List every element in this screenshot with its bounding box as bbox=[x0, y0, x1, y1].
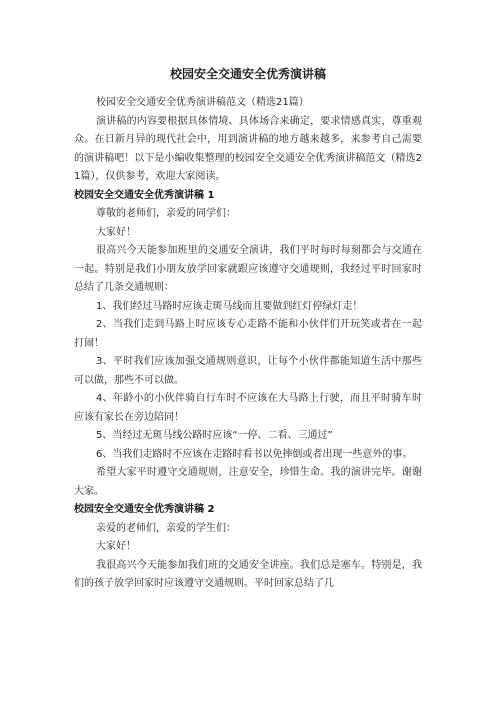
paragraph: 尊敬的老师们，亲爱的同学们： bbox=[96, 208, 236, 219]
document-title: 校园安全交通安全优秀演讲稿 bbox=[169, 67, 326, 81]
list-item: 5、当经过无斑马线公路时应该“一停、二看、三通过” bbox=[96, 430, 333, 441]
list-item: 3、平时我们应该加强交通规则意识，让每个小伙伴都能知道生活中那些可以做，那些不可以做。 bbox=[74, 356, 422, 386]
section-heading: 校园安全交通安全优秀演讲稿 2 bbox=[74, 504, 215, 515]
list-item: 6、当我们走路时不应该在走路时看书以免摔倒或者出现一些意外的事。 bbox=[96, 448, 413, 460]
paragraph: 我很高兴今天能参加我们班的交通安全讲座。我们总是塞车。特别是，我们的孩子放学回家时应该遵守交通规则。平时回家总结了几 bbox=[74, 559, 422, 589]
paragraph: 亲爱的老师们，亲爱的学生们： bbox=[96, 522, 236, 534]
paragraph: 大家好！ bbox=[96, 541, 136, 552]
document-page bbox=[74, 66, 422, 594]
paragraph: 校园安全交通安全优秀演讲稿范文（精选21篇） bbox=[96, 97, 309, 108]
paragraph: 演讲稿的内容要根据具体情境、具体场合来确定，要求情感真实，尊重观众。在日新月异的现代社会中，用到演讲稿的地方越来越多，来参考自己需要的演讲稿吧！以下是小编收集整理的校园安全交通安全优秀演讲稿范文（精选21篇），仅供参考，欢迎大家阅读。 bbox=[74, 115, 422, 182]
list-item: 4、年龄小的小伙伴骑自行车时不应该在大马路上行驶，而且平时骑车时应该有家长在旁边陪同！ bbox=[74, 393, 422, 423]
paragraph: 大家好！ bbox=[96, 226, 136, 238]
list-item: 1、我们经过马路时应该走斑马线而且要做到红灯停绿灯走！ bbox=[96, 300, 363, 312]
section-heading: 校园安全交通安全优秀演讲稿 1 bbox=[74, 189, 215, 201]
paragraph: 希望大家平时遵守交通规则，注意安全，珍惜生命。我的演讲完毕。谢谢大家。 bbox=[74, 467, 422, 497]
document-body bbox=[74, 94, 422, 594]
list-item: 2、当我们走到马路上时应该专心走路不能和小伙伴们开玩笑或者在一起打闹！ bbox=[74, 319, 422, 349]
paragraph: 很高兴今天能参加班里的交通安全演讲，我们平时每时每刻都会与交通在一起。特别是我们小朋友放学回家就跟应该遵守交通规则，我经过平时回家时总结了几条交通规则： bbox=[74, 245, 422, 293]
